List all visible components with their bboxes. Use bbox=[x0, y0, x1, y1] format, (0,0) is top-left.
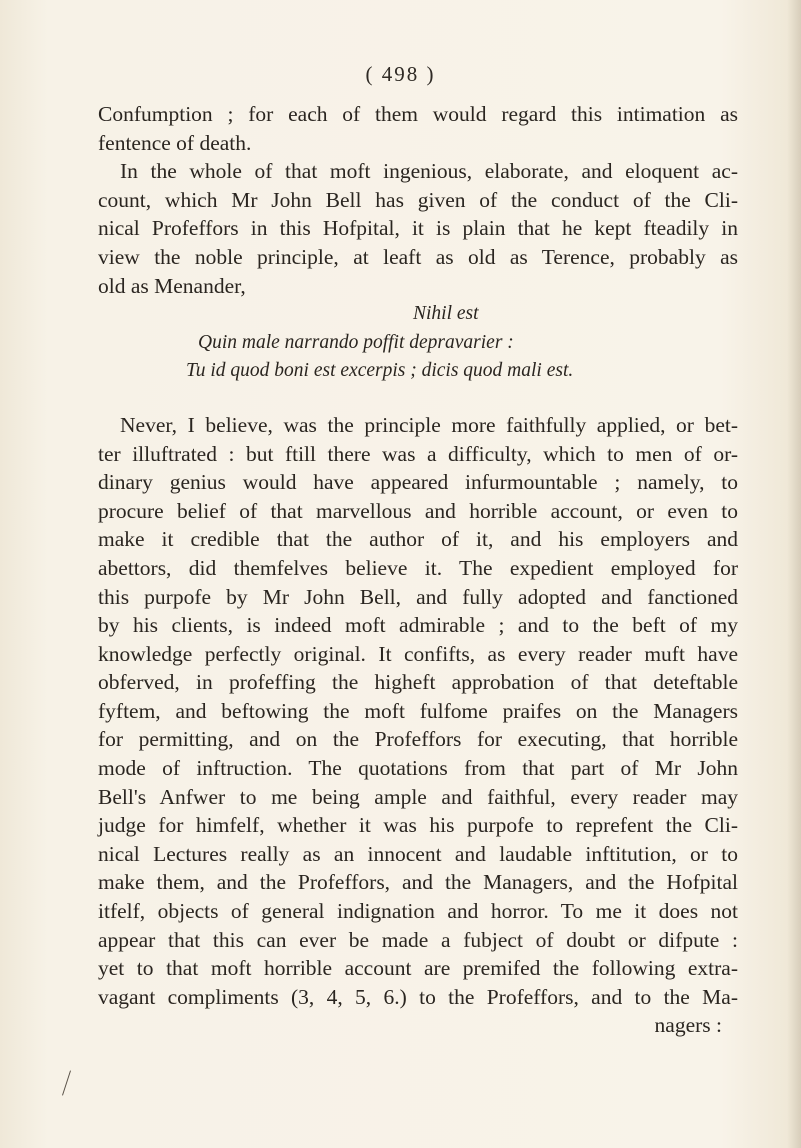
text-line: this purpofe by Mr John Bell, and fully adopted and fanctioned bbox=[98, 584, 738, 609]
text-line: Never, I believe, was the principle more faithfully applied, or bet- bbox=[120, 412, 738, 437]
text-line: Bell's Anfwer to me being ample and faithful, every reader may bbox=[98, 784, 738, 809]
text-line: fyftem, and beftowing the moft fulfome praifes on the Managers bbox=[98, 698, 738, 723]
verse-line: Quin male narrando poffit depravarier : bbox=[198, 331, 514, 353]
text-line: procure belief of that marvellous and horrible account, or even to bbox=[98, 498, 738, 523]
text-line: Confumption ; for each of them would regard this intimation as bbox=[98, 102, 738, 126]
body-text bbox=[98, 100, 738, 1040]
margin-mark bbox=[62, 1070, 71, 1095]
text-line: abettors, did themfelves believe it. The expedient employed for bbox=[98, 555, 738, 580]
text-line: by his clients, is indeed moft admirable ; and to the beft of my bbox=[98, 613, 738, 638]
text-line: itfelf, objects of general indignation and horror. To me it does not bbox=[98, 899, 738, 924]
text-line: yet to that moft horrible account are premifed the following extra- bbox=[98, 956, 738, 981]
text-line: make it credible that the author of it, and his employers and bbox=[98, 527, 738, 552]
verse-line: Tu id quod boni est excerpis ; dicis quod mali est. bbox=[186, 360, 574, 382]
catchword: nagers : bbox=[654, 1013, 722, 1038]
text-line: obferved, in profeffing the higheft approbation of that deteftable bbox=[98, 670, 738, 695]
text-line: count, which Mr John Bell has given of the conduct of the Cli- bbox=[98, 187, 738, 212]
text-line: make them, and the Profeffors, and the Managers, and the Hofpital bbox=[98, 870, 738, 895]
page-number: ( 498 ) bbox=[365, 62, 436, 86]
text-line: dinary genius would have appeared infurmountable ; namely, to bbox=[98, 470, 738, 495]
text-line: for permitting, and on the Profeffors for executing, that horrible bbox=[98, 727, 738, 752]
text-line: mode of inftruction. The quotations from that part of Mr John bbox=[98, 756, 738, 781]
paragraph-gap bbox=[98, 386, 738, 411]
verse-line: Nihil est bbox=[413, 303, 479, 325]
text-line: appear that this can ever be made a fubject of doubt or difpute : bbox=[98, 927, 738, 952]
page-edge-shadow bbox=[787, 0, 801, 1148]
text-line: nical Profeffors in this Hofpital, it is plain that he kept fteadily in bbox=[98, 216, 738, 241]
text-line: vagant compliments (3, 4, 5, 6.) to the Profeffors, and to the Ma- bbox=[98, 984, 738, 1009]
text-line: fentence of death. bbox=[98, 130, 252, 155]
text-line: view the noble principle, at leaft as old as Terence, probably as bbox=[98, 244, 738, 269]
text-line: judge for himfelf, whether it was his purpofe to reprefent the Cli- bbox=[98, 813, 738, 838]
text-line: In the whole of that moft ingenious, elaborate, and eloquent ac- bbox=[120, 159, 738, 184]
text-line: knowledge perfectly original. It confifts, as every reader muft have bbox=[98, 641, 738, 666]
text-line: nical Lectures really as an innocent and laudable inftitution, or to bbox=[98, 841, 738, 866]
text-line: ter illuftrated : but ftill there was a difficulty, which to men of or- bbox=[98, 441, 738, 466]
text-line: old as Menander, bbox=[98, 273, 246, 298]
